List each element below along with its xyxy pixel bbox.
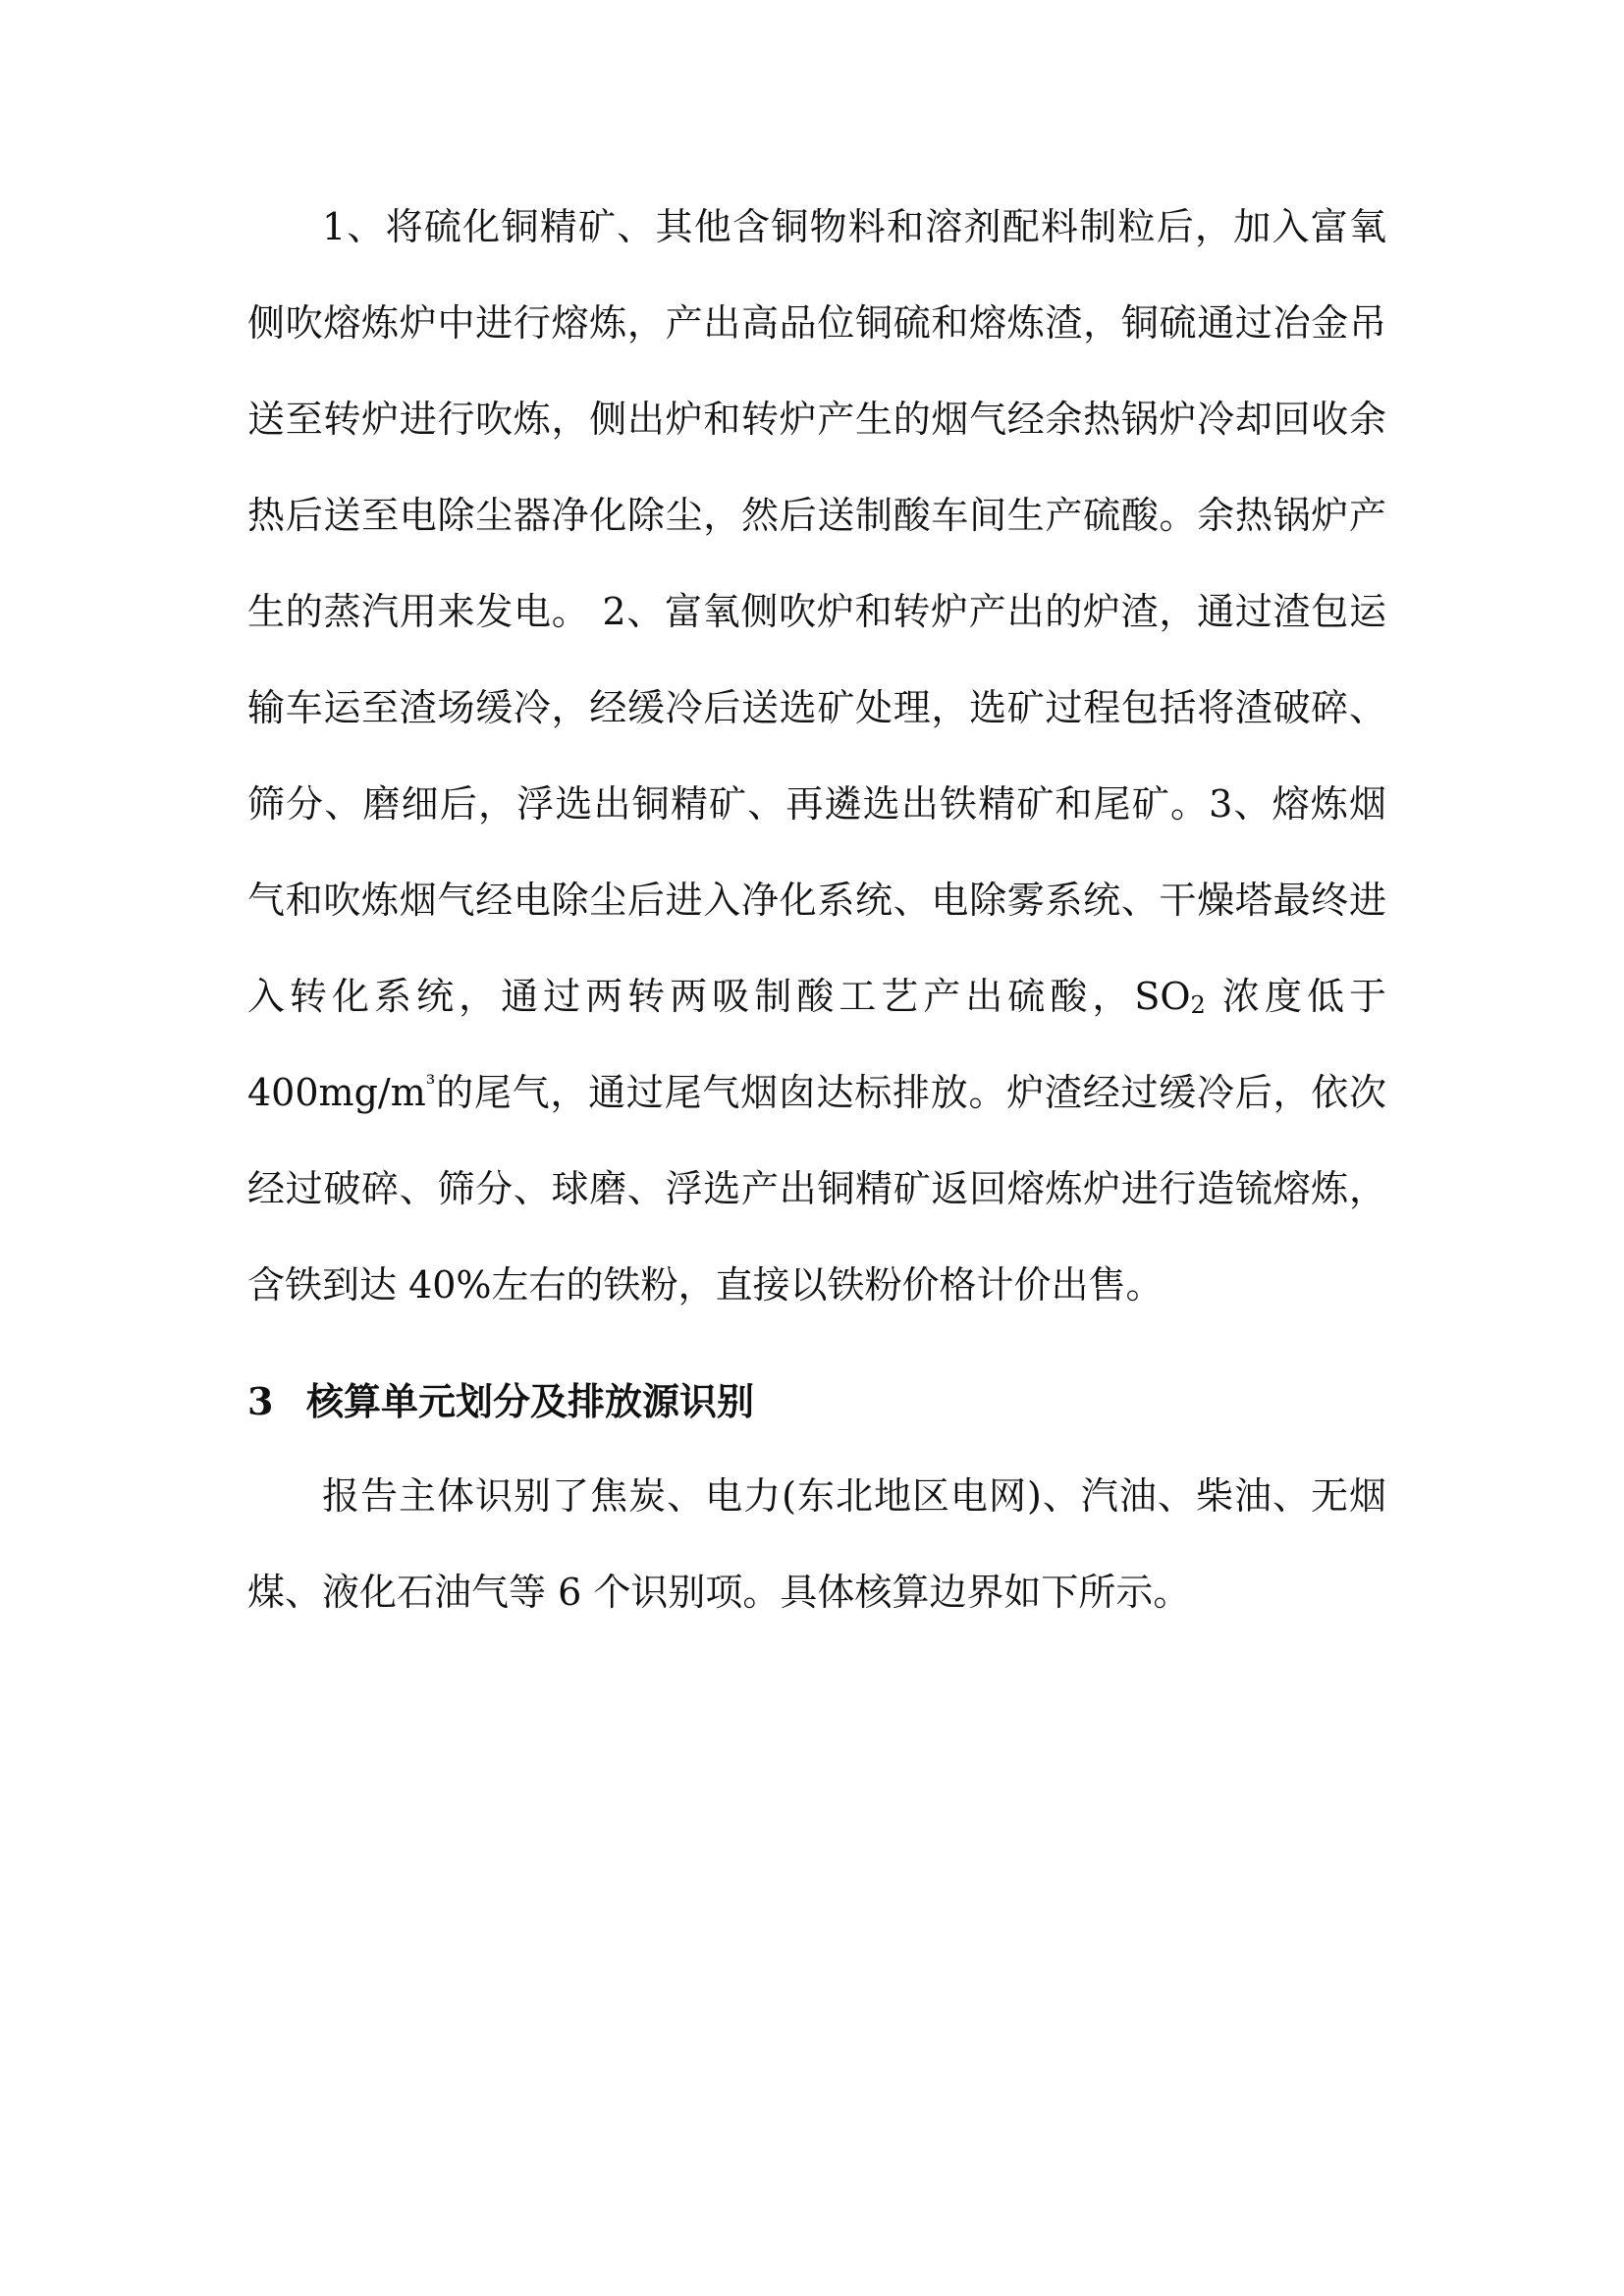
cubic-meter-superscript: ³ xyxy=(425,1070,436,1097)
process-text-part-1: 1、将硫化铜精矿、其他含铜物料和溶剂配料制粒后，加入富氧侧吹熔炼炉中进行熔炼，产出高品位铜硫和熔炼渣，铜硫通过冶金吊送至转炉进行吹炼，侧出炉和转炉产生的烟气经余热锅炉冷却回收余热后送至电除尘器净化除尘，然后送制酸车间生产硫酸。余热锅炉产生的蒸汽用来发电。 2、富氧侧吹炉和转炉产出的炉渣，通过渣包运输车运至渣场缓冷，经缓冷后送选矿处理，选矿过程包括将渣破碎、筛分、磨细后，浮选出铜精矿、再遴选出铁精矿和尾矿。3、熔炼烟气和吹炼烟气经电除尘后进入净化系统、电除雾系统、干燥塔最终进入转化系统，通过两转两吸制酸工艺产出硫酸，SO xyxy=(247,205,1386,1018)
section-heading xyxy=(247,1372,754,1431)
section-number: 3 xyxy=(247,1379,274,1423)
emission-sources-paragraph: 报告主体识别了焦炭、电力(东北地区电网)、汽油、柴油、无烟煤、液化石油气等 6 个识别项。具体核算边界如下所示。 xyxy=(247,1474,1386,1614)
process-text-part-2: 浓度低于400mg/m xyxy=(247,975,1386,1114)
process-description-paragraph xyxy=(247,179,1386,1333)
so2-subscript: 2 xyxy=(1190,991,1206,1019)
process-text-part-3: 的尾气，通过尾气烟囱达标排放。炉渣经过缓冷后，依次经过破碎、筛分、球磨、浮选产出铜精矿返回熔炼炉进行造锍熔炼，含铁到达 40%左右的铁粉，直接以铁粉价格计价出售。 xyxy=(247,1071,1386,1307)
section-title: 核算单元划分及排放源识别 xyxy=(306,1379,755,1423)
